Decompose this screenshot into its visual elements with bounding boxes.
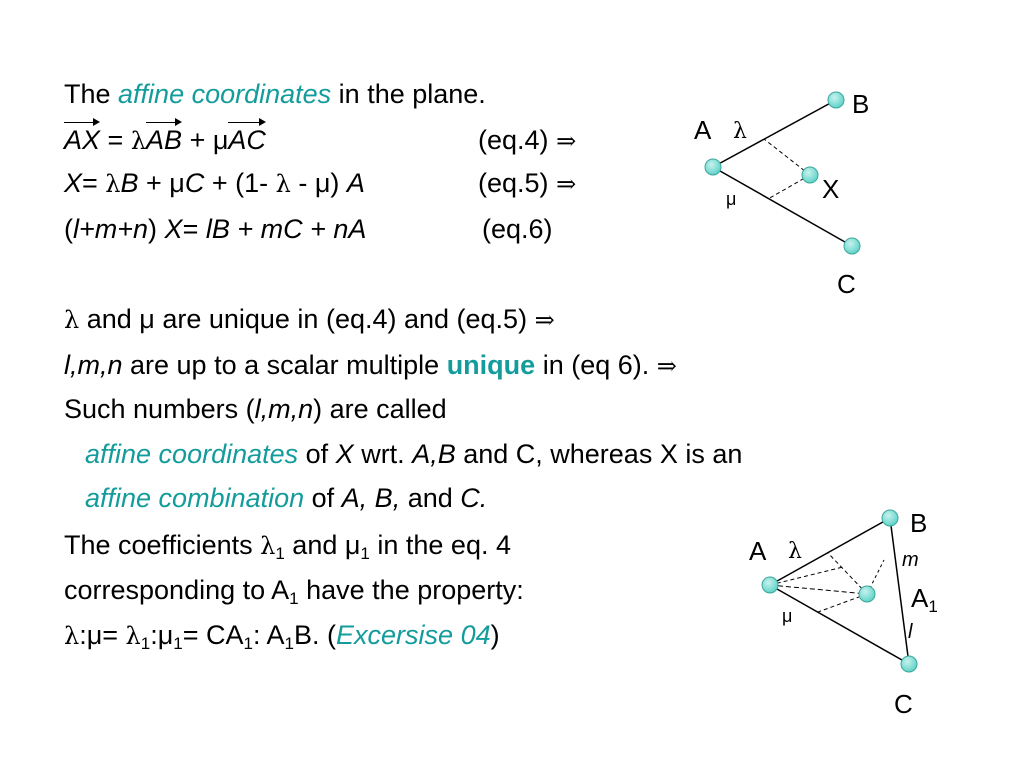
vector-ax: AX [64,125,101,155]
node-c [844,238,860,254]
uniqueness-line: λ and μ are unique in (eq.4) and (eq.5) ⇒ [64,304,555,334]
unique-term: unique [446,350,536,380]
equation-5-label: (eq.5) ⇒ [478,168,577,198]
label-lambda: λ [733,119,747,144]
equation-6-label: (eq.6) [482,214,553,244]
label-m: m [902,549,919,571]
label-a: A [694,115,712,145]
node-b [828,92,844,108]
equation-6: (l+m+n) X= lB + mC + nA [64,214,367,244]
corresponding-line: corresponding to $A_1$ have the property: [64,575,524,608]
segment-ab [713,100,836,167]
coefficients-line: The coefficients $\lambda_1$ and $\mu_1$ in the eq. 4 [64,530,511,563]
affine-coordinates-term: affine coordinates [85,439,299,469]
diagram-1 [705,92,860,254]
vector-ab: AB [146,125,183,155]
label-a: A [749,536,767,566]
label-mu: μ [782,606,793,626]
label-mu: μ [726,189,737,209]
implies-icon: ⇒ [556,170,577,198]
affine-coordinates-term: affine coordinates [118,79,332,109]
such-numbers-line: Such numbers (l,m,n) are called [64,394,447,424]
label-b: B [852,89,870,119]
node-a [705,159,721,175]
lambda-symbol: λ [275,170,291,198]
label-c: C [837,269,856,299]
dashed-aux [770,567,843,585]
affine-coordinates-line: affine coordinates of X wrt. A,B and C, whereas X is an [85,439,743,469]
implies-icon: ⇒ [656,352,677,380]
lambda-symbol: λ [260,532,276,560]
label-lambda: λ [788,539,802,564]
implies-icon: ⇒ [534,306,555,334]
label-a1: $A_1$ [911,583,938,616]
equation-4: AX = λAB + μAC [64,125,266,155]
label-b: B [910,508,928,538]
lambda-symbol: λ [105,170,121,198]
node-c [901,656,917,672]
label-c: C [894,689,913,719]
lambda-symbol: λ [64,622,80,650]
lambda-symbol: λ [125,622,141,650]
affine-combination-term: affine combination [85,483,305,513]
label-l: l [908,621,913,643]
node-x [802,167,818,183]
segment-bc [890,518,909,664]
node-a1 [859,586,875,602]
equation-5: X= λB + μC + (1- λ - μ) A [64,168,365,198]
ratio-property-line: λ:μ= $\lambda_1:\mu_1= CA_1$: $A_1B$. (Excersise 04) [64,620,500,653]
diagram-2 [762,510,917,672]
lambda-symbol: λ [130,127,147,155]
lambda-symbol: λ [64,306,80,334]
node-a [762,577,778,593]
vector-ac: AC [228,125,266,155]
scalar-multiple-line: l,m,n are up to a scalar multiple unique in (eq 6). ⇒ [64,350,677,380]
node-b [882,510,898,526]
exercise-link: Excersise 04 [336,620,491,650]
label-x: X [822,174,840,204]
implies-icon: ⇒ [556,127,577,155]
dashed-x-to-ab [764,139,810,175]
equation-4-label: (eq.4) ⇒ [478,125,577,155]
title-line: The affine coordinates in the plane. [64,79,486,109]
affine-combination-line: affine combination of A, B, and C. [85,483,488,513]
